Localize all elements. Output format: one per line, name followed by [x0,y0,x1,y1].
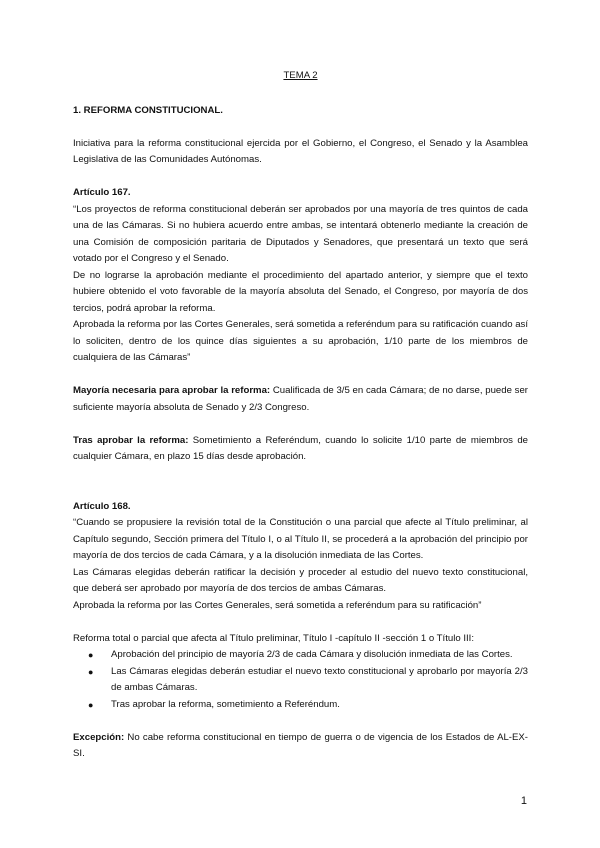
list-item: ● Tras aprobar la reforma, sometimiento a Referéndum. [73,697,528,714]
bullet-icon: ● [88,650,94,660]
excepcion-paragraph: Excepción: No cabe reforma constitucional en tiempo de guerra o de vigencia de los Estados de AL-EX-SI. [73,731,528,759]
list-item: ● Aprobación del principio de mayoría 2/3 de cada Cámara y disolución inmediata de las Cortes. [73,647,528,664]
reforma-bullet-list [73,647,528,713]
article-168-paragraph-2: Las Cámaras elegidas deberán ratificar la decisión y proceder al estudio del nuevo texto constitucional, que deberá ser aprobado por mayoría de dos tercios de ambas Cámaras. [73,566,528,594]
article-168-paragraph-3: Aprobada la reforma por las Cortes Generales, será sometida a referéndum para su ratificación” [73,599,482,611]
bullet-icon: ● [88,666,94,677]
mayoria-paragraph: Mayoría necesaria para aprobar la reforma: Cualificada de 3/5 en cada Cámara; de no darse, puede ser suficiente mayoría absoluta de Senado y 2/3 Congreso. [73,385,528,413]
article-167-heading: Artículo 167. [73,187,131,198]
document-page [73,68,528,763]
section-heading: 1. REFORMA CONSTITUCIONAL. [73,104,223,116]
intro-paragraph: Iniciativa para la reforma constitucional ejercida por el Gobierno, el Congreso, el Senado y la Asamblea Legislativa de las Comunidades Autónomas. [73,137,528,165]
article-167-paragraph-3: Aprobada la reforma por las Cortes Generales, será sometida a referéndum para su ratificación cuando así lo soliciten, dentro de los quince días siguientes a su aprobación, 1/10 parte de los miembros de cualquiera de las Cámaras” [73,319,528,363]
tras-paragraph: Tras aprobar la reforma: Sometimiento a Referéndum, cuando lo solicite 1/10 parte de miembros de cualquier Cámara, en plazo 15 días desde aprobación. [73,434,529,462]
bullet-icon: ● [88,699,94,710]
article-167-paragraph-2: De no lograrse la aprobación mediante el procedimiento del apartado anterior, y siempre que el texto hubiere obtenido el voto favorable de la mayoría absoluta del Senado, el Congreso, por mayoría de dos tercios, podrá aprobar la reforma. [73,269,528,314]
reforma-total-paragraph: Reforma total o parcial que afecta al Título preliminar, Título I -capítulo II -sección 1 o Título III: [73,632,475,644]
list-item: ● Las Cámaras elegidas deberán estudiar el nuevo texto constitucional y aprobarlo por mayoría 2/3 de ambas Cámaras. [88,665,528,693]
article-168-paragraph-1: “Cuando se propusiere la revisión total de la Constitución o una parcial que afecte al Título preliminar, al Capítulo segundo, Sección primera del Título I, o al Título II, se procederá a la aprobación del principio por mayoría de dos tercios de cada Cámara, y a la disolución inmediata de las Cortes. [73,517,528,561]
article-168-heading: Artículo 168. [73,500,131,512]
page-title: TEMA 2 [283,70,318,81]
article-167-paragraph-1: “Los proyectos de reforma constitucional deberán ser aprobados por una mayoría de tres quintos de cada una de las Cámaras. Si no hubiera acuerdo entre ambas, se intentará obtenerlo mediante la creación de una Comisión de composición paritaria de Diputados y Senadores, que presentará un texto que será votado por el Congreso y el Senado. [73,203,528,264]
page-number: 1 [520,795,527,807]
